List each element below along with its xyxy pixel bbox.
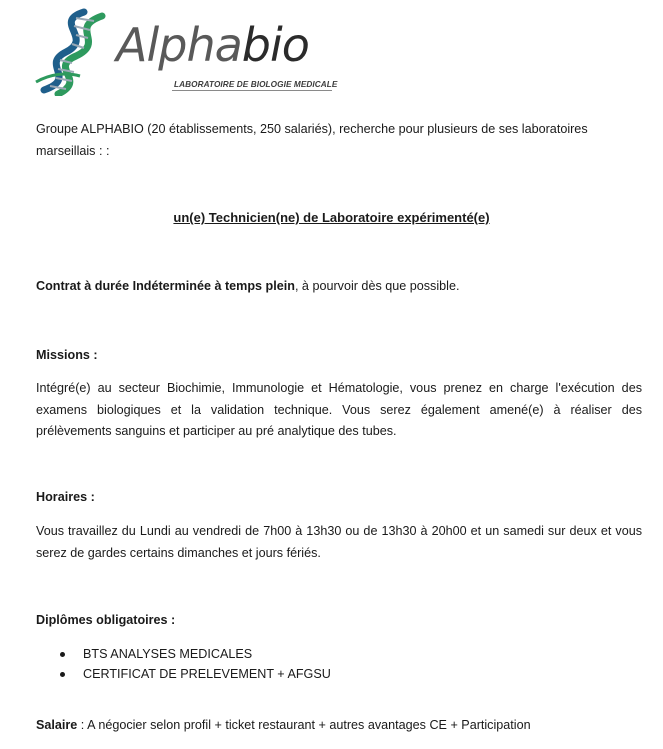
bullet-icon	[60, 652, 65, 657]
horaires-heading: Horaires :	[36, 490, 95, 504]
contract-availability: , à pourvoir dès que possible.	[294, 279, 460, 293]
salaire-paragraph	[36, 715, 642, 737]
bullet-icon	[60, 672, 65, 677]
alphabio-logo	[32, 8, 342, 96]
logo-alpha: Alpha	[116, 18, 242, 72]
missions-text: Intégré(e) au secteur Biochimie, Immunologie et Hématologie, vous prenez en charge l'exécution des examens biologiques et la validation technique. Vous serez également amené(e) à réaliser des prélèvements sanguins et participer au pré analytique des tubes.	[36, 381, 642, 438]
contract-type: Contrat à durée Indéterminée à temps plein	[36, 279, 295, 293]
diplome-label: CERTIFICAT DE PRELEVEMENT + AFGSU	[83, 666, 331, 681]
salaire-label: Salaire	[36, 718, 78, 732]
dna-helix-icon	[32, 8, 122, 96]
intro-paragraph: Groupe ALPHABIO (20 établissements, 250 salariés), recherche pour plusieurs de ses laboratoires marseillais : :	[36, 122, 588, 158]
contract-paragraph	[36, 276, 642, 298]
list-item	[36, 665, 596, 685]
salaire-text: : A négocier selon profil + ticket restaurant + autres avantages CE + Participation	[77, 718, 531, 732]
missions-heading: Missions :	[36, 348, 98, 362]
logo-underline	[172, 90, 332, 91]
horaires-text: Vous travaillez du Lundi au vendredi de 7h00 à 13h30 ou de 13h30 à 20h00 et un samedi sur deux et vous serez de gardes certains dimanches et jours fériés.	[36, 524, 642, 560]
list-item	[36, 645, 596, 665]
logo-tagline: LABORATOIRE DE BIOLOGIE MEDICALE	[174, 80, 338, 89]
diplomes-list	[36, 645, 596, 684]
diplomes-heading: Diplômes obligatoires :	[36, 613, 176, 627]
logo-bio: bio	[241, 18, 309, 72]
job-title: un(e) Technicien(ne) de Laboratoire expérimenté(e)	[173, 210, 490, 225]
logo-wordmark	[116, 18, 309, 72]
diplome-label: BTS ANALYSES MEDICALES	[83, 647, 253, 661]
